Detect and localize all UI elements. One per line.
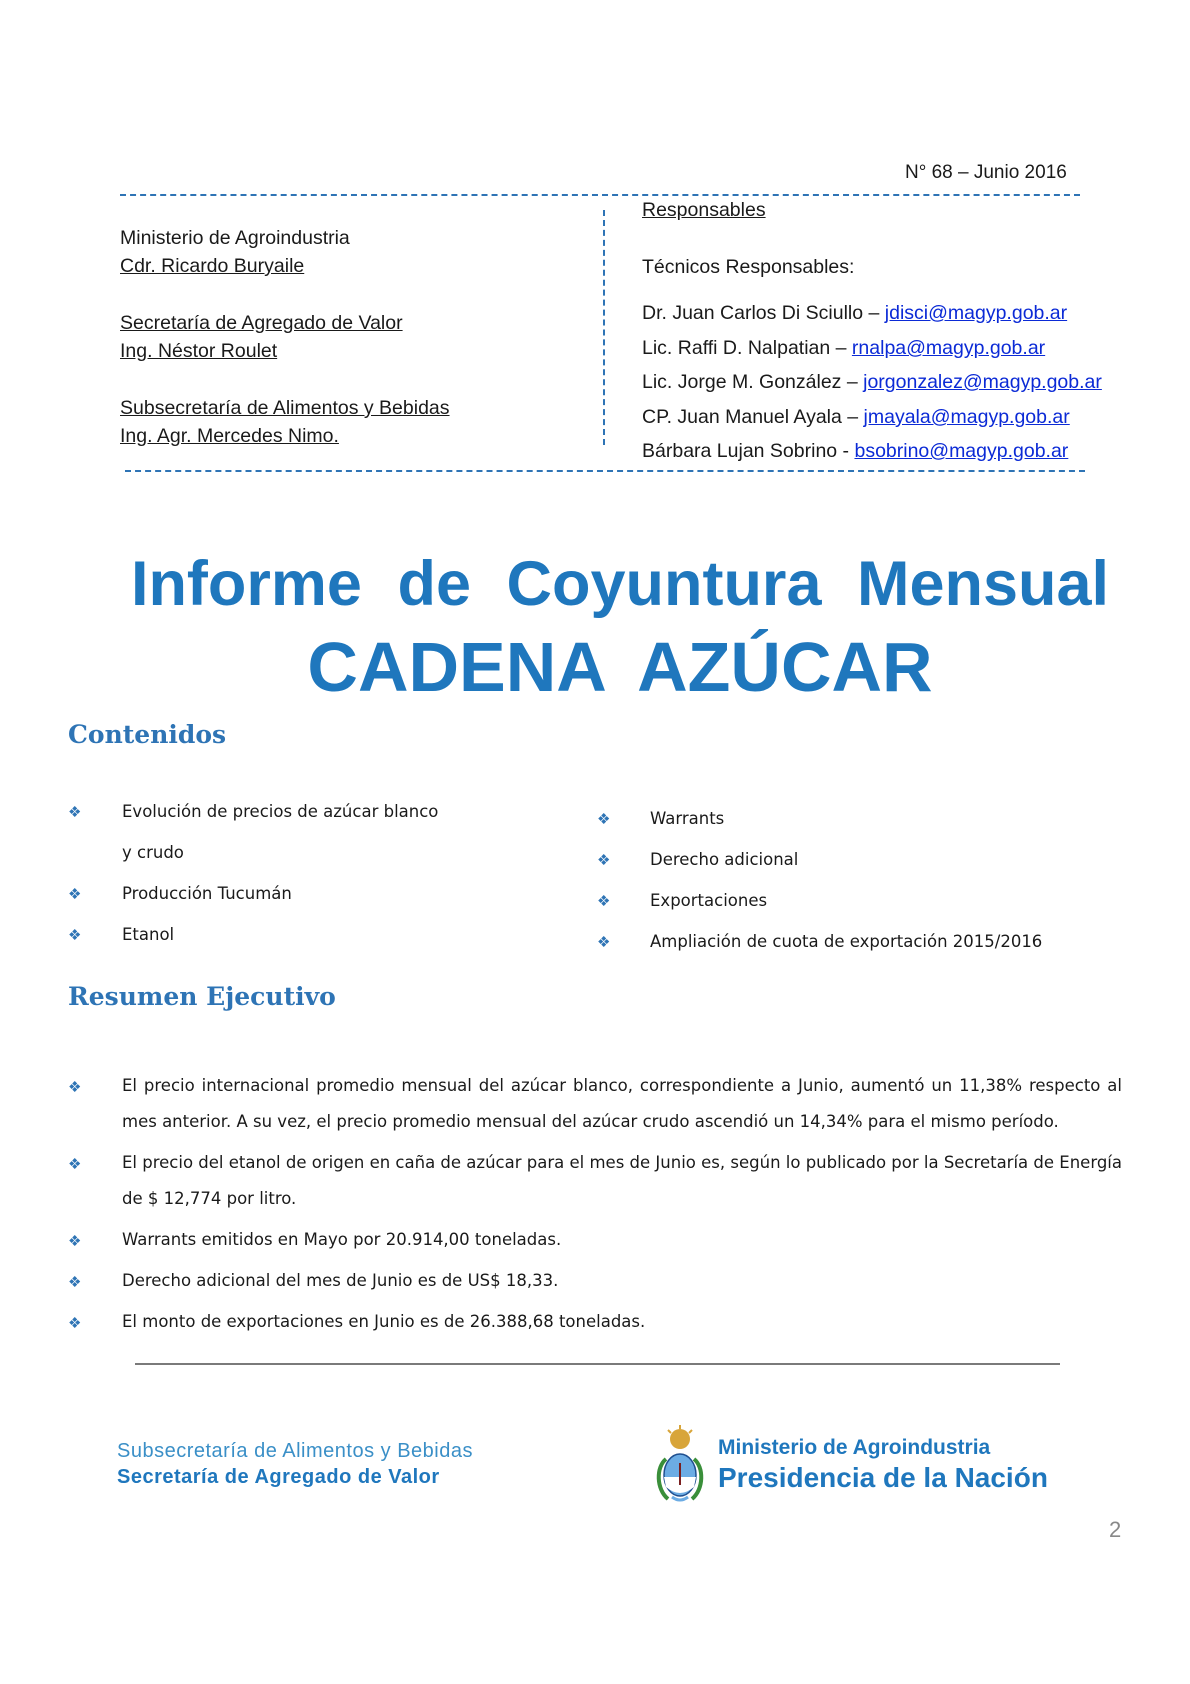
report-title: Informe de Coyuntura Mensual [130,549,1110,619]
subsecretariat-name: Subsecretaría de Alimentos y Bebidas [120,397,450,419]
summary-item: El precio internacional promedio mensual del azúcar blanco, correspondiente a Junio, aumentó un 11,38% respecto al mes anterior. A su vez, el precio promedio mensual del azúcar crudo ascendió un 14,34% para el mismo período. [122,1076,1122,1131]
page-number: 2 [1109,1517,1122,1542]
diamond-bullet-icon: ❖ [68,1315,82,1332]
email-link[interactable]: rnalpa@magyp.gob.ar [851,337,1046,359]
diamond-bullet-icon: ❖ [68,804,82,821]
summary-item: Derecho adicional del mes de Junio es de US$ 18,33. [122,1271,559,1290]
summary-item: El precio del etanol de origen en caña de azúcar para el mes de Junio es, según lo publicado por la Secretaría de Energía de $ 12,774 por litro. [122,1153,1122,1208]
minister-name: Cdr. Ricardo Buryaile [120,255,305,277]
footer-divider [135,1363,1060,1365]
contents-item: Exportaciones [650,891,768,910]
responsable-row [642,371,1102,394]
email-link[interactable]: bsobrino@magyp.gob.ar [854,440,1069,462]
responsable-name: Dr. Juan Carlos Di Sciullo – [642,302,885,324]
footer-presidency: Presidencia de la Nación [718,1462,1048,1493]
subsecretary-name: Ing. Agr. Mercedes Nimo. [120,425,339,447]
diamond-bullet-icon: ❖ [68,1274,82,1291]
issue-number: N° 68 – Junio 2016 [905,162,1067,183]
contents-item: y crudo [122,843,184,862]
diamond-bullet-icon: ❖ [597,811,611,828]
responsable-row [642,440,1068,463]
summary-item: Warrants emitidos en Mayo por 20.914,00 toneladas. [122,1230,562,1249]
responsables-heading: Responsables [642,199,766,221]
email-link[interactable]: jmayala@magyp.gob.ar [863,406,1070,428]
email-link[interactable]: jorgonzalez@magyp.gob.ar [863,371,1102,393]
summary-heading: Resumen Ejecutivo [68,982,336,1011]
ministry-name: Ministerio de Agroindustria [120,227,350,249]
responsable-name: Bárbara Lujan Sobrino - [642,440,855,462]
contents-item: Evolución de precios de azúcar blanco [122,802,439,821]
responsable-name: Lic. Jorge M. González – [642,371,864,393]
footer-secretariat: Secretaría de Agregado de Valor [117,1466,440,1488]
contents-item: Etanol [122,925,175,944]
vertical-dashed-divider [603,210,605,445]
responsable-row [642,337,1045,360]
top-dashed-divider [120,194,1080,196]
responsable-row [642,302,1067,325]
contents-item: Derecho adicional [650,850,799,869]
diamond-bullet-icon: ❖ [597,893,611,910]
responsable-name: Lic. Raffi D. Nalpatian – [642,337,852,359]
contents-item: Ampliación de cuota de exportación 2015/2016 [650,932,1043,951]
contents-heading: Contenidos [68,720,227,749]
summary-item: El monto de exportaciones en Junio es de 26.388,68 toneladas. [122,1312,646,1331]
diamond-bullet-icon: ❖ [68,927,82,944]
technicians-subheading: Técnicos Responsables: [642,256,855,278]
responsable-row [642,406,1070,429]
contents-item: Producción Tucumán [122,884,292,903]
diamond-bullet-icon: ❖ [68,1079,82,1096]
responsable-name: CP. Juan Manuel Ayala – [642,406,864,428]
diamond-bullet-icon: ❖ [597,852,611,869]
report-subtitle: CADENA AZÚCAR [307,628,933,706]
diamond-bullet-icon: ❖ [68,1156,82,1173]
diamond-bullet-icon: ❖ [68,1233,82,1250]
national-emblem-icon [654,1425,706,1507]
secretary-name: Ing. Néstor Roulet [120,340,278,362]
diamond-bullet-icon: ❖ [597,934,611,951]
secretariat-name: Secretaría de Agregado de Valor [120,312,403,334]
contents-item: Warrants [650,809,725,828]
email-link[interactable]: jdisci@magyp.gob.ar [884,302,1068,324]
bottom-dashed-divider [125,470,1085,472]
footer-subsecretariat: Subsecretaría de Alimentos y Bebidas [117,1440,473,1462]
diamond-bullet-icon: ❖ [68,886,82,903]
footer-ministry: Ministerio de Agroindustria [718,1436,991,1459]
